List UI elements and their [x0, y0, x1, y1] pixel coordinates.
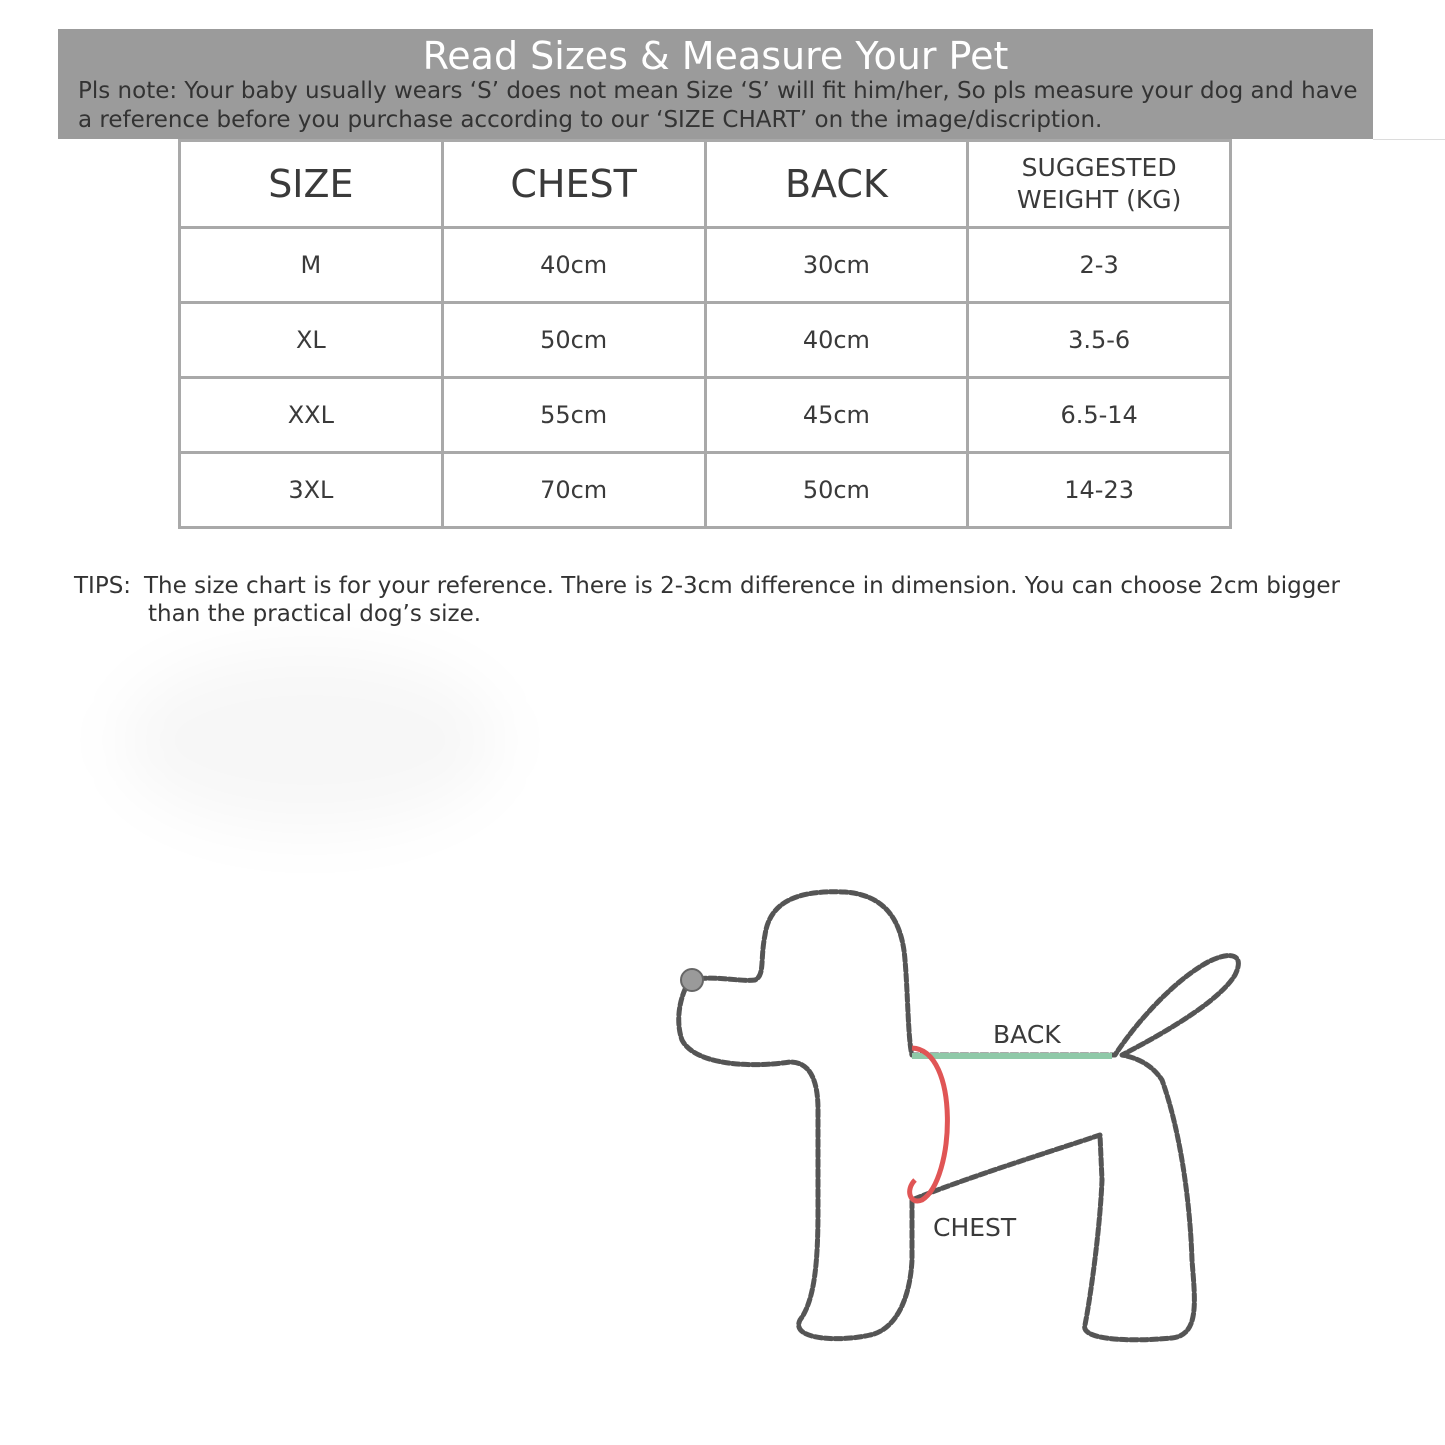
- chest-label: CHEST: [933, 1213, 1017, 1242]
- cell-weight: 6.5-14: [968, 378, 1231, 453]
- chest-measure-line: [910, 1048, 948, 1201]
- column-header-size: SIZE: [180, 141, 443, 228]
- cell-back: 40cm: [705, 303, 968, 378]
- tips-label: TIPS:: [74, 573, 132, 599]
- dog-nose: [681, 969, 703, 991]
- divider: [1373, 139, 1445, 140]
- cell-chest: 40cm: [442, 228, 705, 303]
- table-row: [180, 453, 1231, 528]
- tips-text: [74, 572, 1374, 628]
- dog-measurement-diagram: [660, 880, 1260, 1360]
- cell-weight: 2-3: [968, 228, 1231, 303]
- cell-chest: 70cm: [442, 453, 705, 528]
- column-header-chest: CHEST: [442, 141, 705, 228]
- cell-back: 45cm: [705, 378, 968, 453]
- cell-back: 50cm: [705, 453, 968, 528]
- dog-outline-icon: [660, 880, 1260, 1360]
- cell-chest: 50cm: [442, 303, 705, 378]
- cell-size: XL: [180, 303, 443, 378]
- cell-weight: 3.5-6: [968, 303, 1231, 378]
- size-chart-table: [178, 139, 1232, 529]
- back-label: BACK: [993, 1020, 1061, 1049]
- table-row: [180, 378, 1231, 453]
- tips-line-2: than the practical dog’s size.: [148, 601, 482, 627]
- column-header-weight: SUGGESTED WEIGHT (KG): [968, 141, 1231, 228]
- cell-size: XXL: [180, 378, 443, 453]
- column-header-back: BACK: [705, 141, 968, 228]
- tips-line-1: The size chart is for your reference. There is 2-3cm difference in dimension. You can choose 2cm bigger: [144, 573, 1340, 599]
- cell-size: 3XL: [180, 453, 443, 528]
- header-banner: [58, 29, 1373, 139]
- cell-weight: 14-23: [968, 453, 1231, 528]
- table-header-row: [180, 141, 1231, 228]
- page-title: Read Sizes & Measure Your Pet: [422, 34, 1009, 78]
- cell-size: M: [180, 228, 443, 303]
- cell-back: 30cm: [705, 228, 968, 303]
- table-row: [180, 228, 1231, 303]
- size-note: Pls note: Your baby usually wears ‘S’ does not mean Size ‘S’ will fit him/her, So pls measure your dog and have a reference before you purchase according to our ‘SIZE CHART’ on the image/discription.: [78, 78, 1358, 133]
- background-smudge: [120, 650, 500, 830]
- dog-body-outline: [679, 892, 1239, 1340]
- table-row: [180, 303, 1231, 378]
- cell-chest: 55cm: [442, 378, 705, 453]
